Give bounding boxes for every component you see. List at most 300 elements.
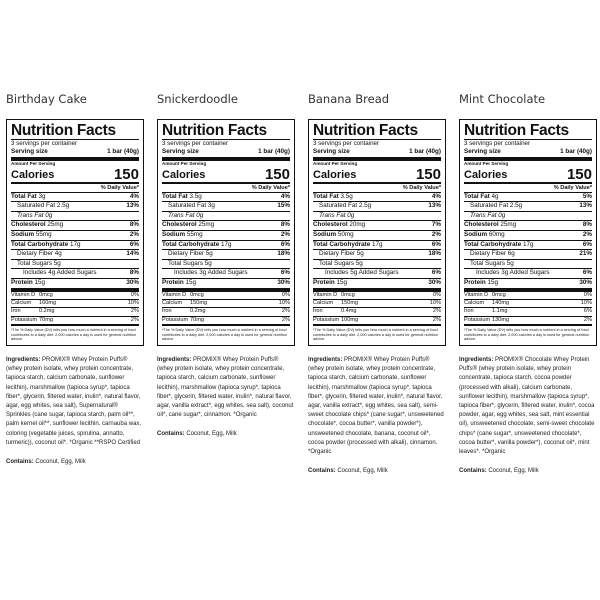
nutrient-dv: 4% <box>431 192 441 200</box>
nutrient-row <box>11 202 139 212</box>
nutrient-dv: 2% <box>431 230 441 238</box>
amount-per-serving: Amount Per Serving <box>464 160 509 166</box>
nutrient-label: Dietary Fiber 5g <box>319 250 364 258</box>
nutrient-dv: 2% <box>582 230 592 238</box>
nutrient-dv: 30% <box>126 278 139 286</box>
vitamin-amount: 140mg <box>492 299 510 306</box>
allergens-list: Coconut, Egg, Milk <box>186 431 237 438</box>
nutrient-row <box>464 212 592 222</box>
vitamin-amount: 150mg <box>341 299 359 306</box>
calories-row <box>11 167 139 184</box>
vitamin-amount: 0mcg <box>341 291 355 298</box>
nutrient-name <box>464 212 505 221</box>
nutrient-name <box>162 260 212 269</box>
nutrient-name <box>464 250 515 259</box>
nutrient-label: Total Carbohydrate <box>11 240 69 248</box>
nutrient-name <box>162 241 232 250</box>
nutrient-name <box>313 202 371 211</box>
nutrient-amount: 55mg <box>35 230 52 238</box>
nutrient-row <box>162 241 290 251</box>
nutrient-name <box>464 231 505 240</box>
nutrient-row <box>313 260 441 270</box>
ingredients-label: Ingredients: <box>6 356 41 363</box>
nutrient-amount: 15g <box>34 278 45 286</box>
vitamin-name-amount <box>11 317 53 324</box>
nutrient-name <box>313 241 383 250</box>
nutrient-amount: 17g <box>523 240 534 248</box>
nutrient-row <box>464 269 592 279</box>
nutrient-name <box>464 241 534 250</box>
nutrient-name <box>11 241 81 250</box>
allergens-list: Coconut, Egg, Milk <box>337 468 388 475</box>
dv-footnote: *The % Daily Value (DV) tells you how much a nutrient in a serving of food contributes to a daily diet. 2,000 calories a day is used for general nutrition advice. <box>162 328 287 342</box>
nutrient-label: Total Carbohydrate <box>464 240 522 248</box>
vitamin-dv: 6% <box>583 308 592 315</box>
vitamin-name-amount <box>162 292 204 299</box>
nutrient-label: Total Fat <box>313 192 339 200</box>
nutrient-dv: 6% <box>431 269 441 277</box>
nutrient-row <box>162 212 290 222</box>
nutrient-row <box>11 193 139 203</box>
product-column <box>459 92 597 476</box>
ingredients-label: Ingredients: <box>308 356 343 363</box>
vitamin-amount: 0.2mg <box>39 308 55 315</box>
nutrition-facts-heading: Nutrition Facts <box>162 122 290 140</box>
nutrient-amount: 17g <box>372 240 383 248</box>
nutrient-name <box>11 260 61 269</box>
nutrient-dv: 6% <box>280 269 290 277</box>
nutrient-name <box>162 231 203 240</box>
ingredients-list: PROMIX® Whey Protein Puffs® (whey protein isolate, whey protein concentrate, tapioca starch, calcium carbonate, sunflower lecithin), marshmallow (tapioca syrup*, tapioca fiber*, glycerin, filtered water, inulin*, natural flavor, agar, vanilla extract*, egg whites, sea salt), semi-sweet chocolate chips* (cane sugar*, unsweetened chocolate*, cocoa butter*, vanilla powder*), unsweetened chocolate, banana, coconut oil*, cocoa powder (processed with alkali), cinnamon. *Organic <box>308 356 444 455</box>
vitamin-row <box>162 300 290 308</box>
nutrient-label: Cholesterol <box>464 221 499 229</box>
nutrient-dv: 6% <box>582 240 592 248</box>
nutrient-dv: 30% <box>579 278 592 286</box>
ingredients-text <box>459 356 597 457</box>
vitamin-amount: 1.1mg <box>492 308 508 315</box>
nutrient-dv: 13% <box>428 202 441 210</box>
dv-footnote: *The % Daily Value (DV) tells you how much a nutrient in a serving of food contributes to a daily diet. 2,000 calories a day is used for general nutrition advice. <box>464 328 589 342</box>
nutrient-row <box>11 221 139 231</box>
nutrient-label: Trans Fat 0g <box>168 211 204 219</box>
contains-label: Contains: <box>308 468 336 475</box>
nutrient-dv: 8% <box>582 221 592 229</box>
nutrient-label: Sodium <box>464 230 488 238</box>
vitamin-name-amount <box>313 292 355 299</box>
nutrient-row <box>11 241 139 251</box>
contains-label: Contains: <box>157 431 185 438</box>
nutrient-row <box>162 250 290 260</box>
nutrient-row <box>464 202 592 212</box>
vitamin-name-amount <box>313 317 358 324</box>
nutrient-row <box>162 231 290 241</box>
vitamin-name-amount <box>11 300 56 307</box>
nutrient-row <box>11 231 139 241</box>
vitamin-label: Calcium <box>11 299 32 306</box>
nutrient-row <box>11 260 139 270</box>
amount-per-serving: Amount Per Serving <box>162 160 207 166</box>
vitamin-name-amount <box>162 308 206 315</box>
contains-label: Contains: <box>6 458 34 465</box>
nutrient-label: Total Sugars 5g <box>319 259 363 267</box>
nutrient-amount: 3g <box>38 192 46 200</box>
vitamin-label: Vitamin D <box>162 291 187 298</box>
nutrient-amount: 60mg <box>488 230 505 238</box>
nutrient-dv: 13% <box>126 202 139 210</box>
nutrition-label <box>6 119 144 346</box>
nutrient-label: Includes 4g Added Sugars <box>23 269 97 277</box>
nutrient-name <box>464 202 522 211</box>
daily-value-header: % Daily Value* <box>464 184 592 193</box>
nutrition-facts-heading: Nutrition Facts <box>464 122 592 140</box>
vitamin-row <box>162 317 290 326</box>
nutrient-name <box>162 202 215 211</box>
nutrient-label: Sodium <box>313 230 337 238</box>
vitamin-dv: 2% <box>281 316 290 323</box>
nutrient-row <box>162 279 290 292</box>
vitamin-dv: 10% <box>278 299 290 306</box>
nutrient-dv: 6% <box>129 240 139 248</box>
nutrient-name <box>162 269 248 278</box>
nutrient-dv: 6% <box>280 240 290 248</box>
flavor-title: Birthday Cake <box>6 92 87 106</box>
nutrient-amount: 15g <box>185 278 196 286</box>
nutrient-label: Includes 5g Added Sugars <box>325 269 399 277</box>
servings-per-container: 3 servings per container <box>313 140 380 147</box>
nutrient-label: Protein <box>464 278 486 286</box>
serving-size-value: 1 bar (40g) <box>107 148 139 155</box>
vitamin-amount: 150mg <box>190 299 208 306</box>
nutrient-row <box>313 231 441 241</box>
nutrient-dv: 13% <box>579 202 592 210</box>
nutrient-name <box>162 193 202 202</box>
vitamin-label: Vitamin D <box>313 291 338 298</box>
nutrient-amount: 15g <box>487 278 498 286</box>
nutrient-label: Dietary Fiber 6g <box>470 250 515 258</box>
vitamin-dv: 0% <box>130 291 139 298</box>
nutrient-name <box>464 221 516 230</box>
vitamin-row <box>162 292 290 300</box>
nutrient-dv: 21% <box>579 250 592 258</box>
vitamin-label: Iron <box>162 308 172 315</box>
nutrient-row <box>464 250 592 260</box>
allergens-list: Coconut, Egg, Milk <box>35 458 86 465</box>
vitamin-amount: 130mg <box>492 316 510 323</box>
ingredients-text <box>308 356 446 457</box>
nutrient-label: Saturated Fat 3g <box>168 202 215 210</box>
nutrient-amount: 4g <box>491 192 499 200</box>
nutrition-label <box>459 119 597 346</box>
vitamin-dv: 2% <box>130 308 139 315</box>
nutrient-amount: 25mg <box>198 221 215 229</box>
nutrient-row <box>464 231 592 241</box>
nutrient-dv: 4% <box>280 192 290 200</box>
nutrient-dv: 8% <box>129 221 139 229</box>
serving-size-value: 1 bar (40g) <box>409 148 441 155</box>
vitamin-dv: 2% <box>432 308 441 315</box>
vitamin-label: Potassium <box>11 316 38 323</box>
nutrient-amount: 17g <box>221 240 232 248</box>
vitamin-dv: 10% <box>127 299 139 306</box>
calories-label: Calories <box>464 168 508 181</box>
servings-per-container: 3 servings per container <box>162 140 229 147</box>
vitamin-label: Potassium <box>162 316 189 323</box>
nutrient-label: Saturated Fat 2.5g <box>17 202 70 210</box>
serving-size-row <box>11 148 139 161</box>
nutrient-amount: 25mg <box>47 221 64 229</box>
contains-text <box>459 467 597 476</box>
nutrient-label: Sodium <box>11 230 35 238</box>
nutrient-name <box>464 269 550 278</box>
nutrient-dv: 4% <box>129 192 139 200</box>
nutrient-name <box>11 221 63 230</box>
nutrient-row <box>313 202 441 212</box>
nutrient-name <box>313 231 354 240</box>
calories-row <box>464 167 592 184</box>
nutrient-label: Dietary Fiber 5g <box>168 250 213 258</box>
nutrient-row <box>464 260 592 270</box>
vitamin-dv: 2% <box>432 316 441 323</box>
calories-row <box>162 167 290 184</box>
nutrient-row <box>11 250 139 260</box>
nutrient-label: Total Fat <box>464 192 490 200</box>
nutrient-dv: 2% <box>280 230 290 238</box>
allergens-list: Coconut, Egg, Milk <box>488 468 539 475</box>
nutrient-name <box>11 231 52 240</box>
contains-text <box>6 458 144 467</box>
nutrient-row <box>464 279 592 292</box>
nutrient-name <box>464 279 498 288</box>
flavor-title: Snickerdoodle <box>157 92 238 106</box>
serving-size-value: 1 bar (40g) <box>560 148 592 155</box>
vitamin-amount: 70mg <box>190 316 204 323</box>
nutrition-facts-heading: Nutrition Facts <box>313 122 441 140</box>
nutrient-label: Total Sugars 5g <box>17 259 61 267</box>
nutrient-name <box>313 212 354 221</box>
nutrient-amount: 3.5g <box>340 192 353 200</box>
vitamin-row <box>313 317 441 326</box>
nutrient-name <box>11 269 97 278</box>
vitamin-dv: 2% <box>583 316 592 323</box>
product-column <box>308 92 446 476</box>
vitamin-amount: 0.4mg <box>341 308 357 315</box>
nutrition-label <box>157 119 295 346</box>
nutrient-name <box>162 279 196 288</box>
nutrient-name <box>313 260 363 269</box>
nutrient-amount: 25mg <box>500 221 517 229</box>
calories-value: 150 <box>566 165 592 183</box>
nutrient-label: Includes 3g Added Sugars <box>476 269 550 277</box>
nutrient-dv: 30% <box>428 278 441 286</box>
vitamin-label: Calcium <box>464 299 485 306</box>
vitamin-label: Potassium <box>464 316 491 323</box>
nutrient-label: Cholesterol <box>313 221 348 229</box>
vitamin-amount: 0mcg <box>492 291 506 298</box>
vitamin-row <box>11 317 139 326</box>
nutrient-label: Trans Fat 0g <box>17 211 53 219</box>
vitamin-label: Calcium <box>313 299 334 306</box>
nutrient-label: Protein <box>11 278 33 286</box>
vitamin-label: Calcium <box>162 299 183 306</box>
vitamin-name-amount <box>11 308 55 315</box>
nutrient-name <box>313 193 353 202</box>
vitamin-row <box>313 300 441 308</box>
vitamin-dv: 10% <box>429 299 441 306</box>
vitamin-dv: 2% <box>130 316 139 323</box>
nutrient-label: Total Carbohydrate <box>162 240 220 248</box>
dv-footnote: *The % Daily Value (DV) tells you how much a nutrient in a serving of food contributes to a daily diet. 2,000 calories a day is used for general nutrition advice. <box>313 328 438 342</box>
ingredients-list: PROMIX® Whey Protein Puffs® (whey protein isolate, whey protein concentrate, tapioca starch, calcium carbonate, sunflower lecithin), marshmallow (tapioca syrup*, tapioca fiber*, glycerin, filtered water, inulin*, natural flavor, agar, egg whites, sea salt), Supernatural® Sprinkles (cane sugar, tapioca starch, palm oil**, palm kernel oil**, sunflower lecithin, carnauba wax, coloring (vegetable juices, spirulina, annatto, turmeric)), coconut oil*. *Organic **RSPO Certified <box>6 356 142 446</box>
nutrient-amount: 17g <box>70 240 81 248</box>
nutrient-name <box>313 269 399 278</box>
nutrient-name <box>162 221 214 230</box>
nutrient-label: Cholesterol <box>162 221 197 229</box>
serving-size-row <box>464 148 592 161</box>
vitamin-row <box>11 300 139 308</box>
calories-label: Calories <box>313 168 357 181</box>
nutrient-dv: 8% <box>280 221 290 229</box>
vitamin-name-amount <box>464 317 509 324</box>
nutrient-amount: 3.5g <box>189 192 202 200</box>
ingredients-text <box>157 356 295 420</box>
nutrient-name <box>313 221 365 230</box>
nutrient-row <box>464 221 592 231</box>
nutrient-name <box>11 193 46 202</box>
nutrient-label: Total Sugars 5g <box>470 259 514 267</box>
nutrient-dv: 30% <box>277 278 290 286</box>
contains-text <box>308 467 446 476</box>
nutrient-dv: 6% <box>582 269 592 277</box>
vitamin-row <box>313 308 441 316</box>
nutrient-dv: 8% <box>129 269 139 277</box>
nutrition-facts-heading: Nutrition Facts <box>11 122 139 140</box>
nutrient-row <box>313 221 441 231</box>
vitamin-row <box>464 300 592 308</box>
vitamin-row <box>11 292 139 300</box>
ingredients-list: PROMIX® Chocolate Whey Protein Puffs® (whey protein isolate, whey protein concentrate, tapioca starch, cocoa powder (processed with alkali), calcium carbonate, sunflower lecithin), marshmallow (tapioca syrup*, tapioca fiber*, glycerin, filtered water, inulin*, cocoa powder, agar, egg whites, sea salt, mint essential oil), unsweetened chocolate, semi-sweet chocolate chips* (cane sugar*, unsweetened chocolate*, cocoa butter*, vanilla powder*), coconut oil*, mint leaves*. *Organic <box>459 356 595 455</box>
nutrient-row <box>313 269 441 279</box>
vitamin-dv: 2% <box>281 308 290 315</box>
nutrient-name <box>313 250 364 259</box>
daily-value-header: % Daily Value* <box>313 184 441 193</box>
nutrient-label: Saturated Fat 2.5g <box>319 202 372 210</box>
nutrient-label: Protein <box>313 278 335 286</box>
servings-per-container: 3 servings per container <box>11 140 78 147</box>
vitamin-label: Vitamin D <box>464 291 489 298</box>
vitamin-amount: 0mcg <box>39 291 53 298</box>
daily-value-header: % Daily Value* <box>162 184 290 193</box>
calories-label: Calories <box>11 168 55 181</box>
nutrient-row <box>313 250 441 260</box>
serving-size-row <box>162 148 290 161</box>
nutrient-row <box>313 193 441 203</box>
servings-per-container: 3 servings per container <box>464 140 531 147</box>
nutrient-amount: 20mg <box>349 221 366 229</box>
ingredients-label: Ingredients: <box>157 356 192 363</box>
nutrient-label: Cholesterol <box>11 221 46 229</box>
nutrient-name <box>11 279 45 288</box>
nutrient-name <box>162 250 213 259</box>
vitamin-row <box>464 308 592 316</box>
vitamin-dv: 0% <box>281 291 290 298</box>
nutrient-row <box>162 221 290 231</box>
nutrient-dv: 6% <box>431 240 441 248</box>
vitamin-amount: 0mcg <box>190 291 204 298</box>
nutrient-row <box>11 279 139 292</box>
daily-value-header: % Daily Value* <box>11 184 139 193</box>
vitamin-dv: 0% <box>432 291 441 298</box>
vitamin-name-amount <box>162 317 204 324</box>
vitamin-amount: 0.2mg <box>190 308 206 315</box>
nutrient-label: Sodium <box>162 230 186 238</box>
nutrient-amount: 55mg <box>186 230 203 238</box>
vitamin-name-amount <box>11 292 53 299</box>
ingredients-list: PROMIX® Whey Protein Puffs® (whey protein isolate, whey protein concentrate, tapioca starch, calcium carbonate, sunflower lecithin), marshmallow (tapioca syrup*, tapioca fiber*, glycerin, filtered water, inulin*, natural flavor, agar, vanilla extract*, egg whites, sea salt), coconut oil*, cane sugar*, cinnamon. *Organic <box>157 356 294 419</box>
nutrient-dv: 14% <box>126 250 139 258</box>
vitamin-name-amount <box>464 308 508 315</box>
vitamin-row <box>162 308 290 316</box>
flavor-title: Banana Bread <box>308 92 390 106</box>
nutrient-label: Total Carbohydrate <box>313 240 371 248</box>
vitamin-name-amount <box>464 300 509 307</box>
contains-text <box>157 430 295 439</box>
nutrition-label <box>308 119 446 346</box>
nutrient-label: Trans Fat 0g <box>319 211 355 219</box>
nutrient-row <box>464 241 592 251</box>
calories-label: Calories <box>162 168 206 181</box>
nutrient-dv: 15% <box>277 202 290 210</box>
calories-value: 150 <box>113 165 139 183</box>
nutrient-row <box>11 212 139 222</box>
serving-size-label: Serving size <box>162 148 199 155</box>
serving-size-label: Serving size <box>464 148 501 155</box>
nutrient-label: Total Sugars 5g <box>168 259 212 267</box>
vitamin-label: Vitamin D <box>11 291 36 298</box>
contains-label: Contains: <box>459 468 487 475</box>
nutrient-label: Total Fat <box>11 192 37 200</box>
serving-size-row <box>313 148 441 161</box>
nutrient-amount: 50mg <box>337 230 354 238</box>
nutrient-name <box>464 260 514 269</box>
nutrient-label: Trans Fat 0g <box>470 211 506 219</box>
nutrient-row <box>313 279 441 292</box>
nutrient-label: Dietary Fiber 4g <box>17 250 62 258</box>
vitamin-row <box>313 292 441 300</box>
nutrient-name <box>464 193 499 202</box>
flavor-title: Mint Chocolate <box>459 92 546 106</box>
vitamin-name-amount <box>313 300 358 307</box>
serving-size-value: 1 bar (40g) <box>258 148 290 155</box>
amount-per-serving: Amount Per Serving <box>313 160 358 166</box>
nutrient-row <box>162 269 290 279</box>
vitamin-row <box>11 308 139 316</box>
nutrient-name <box>11 202 69 211</box>
serving-size-label: Serving size <box>11 148 48 155</box>
ingredients-text <box>6 356 144 448</box>
vitamin-label: Iron <box>11 308 21 315</box>
vitamin-amount: 100mg <box>341 316 359 323</box>
nutrient-name <box>313 279 347 288</box>
amount-per-serving: Amount Per Serving <box>11 160 56 166</box>
nutrient-dv: 18% <box>428 250 441 258</box>
vitamin-amount: 70mg <box>39 316 53 323</box>
vitamin-dv: 10% <box>580 299 592 306</box>
nutrient-name <box>11 250 62 259</box>
nutrient-name <box>11 212 52 221</box>
vitamin-row <box>464 292 592 300</box>
vitamin-label: Iron <box>464 308 474 315</box>
nutrient-label: Protein <box>162 278 184 286</box>
